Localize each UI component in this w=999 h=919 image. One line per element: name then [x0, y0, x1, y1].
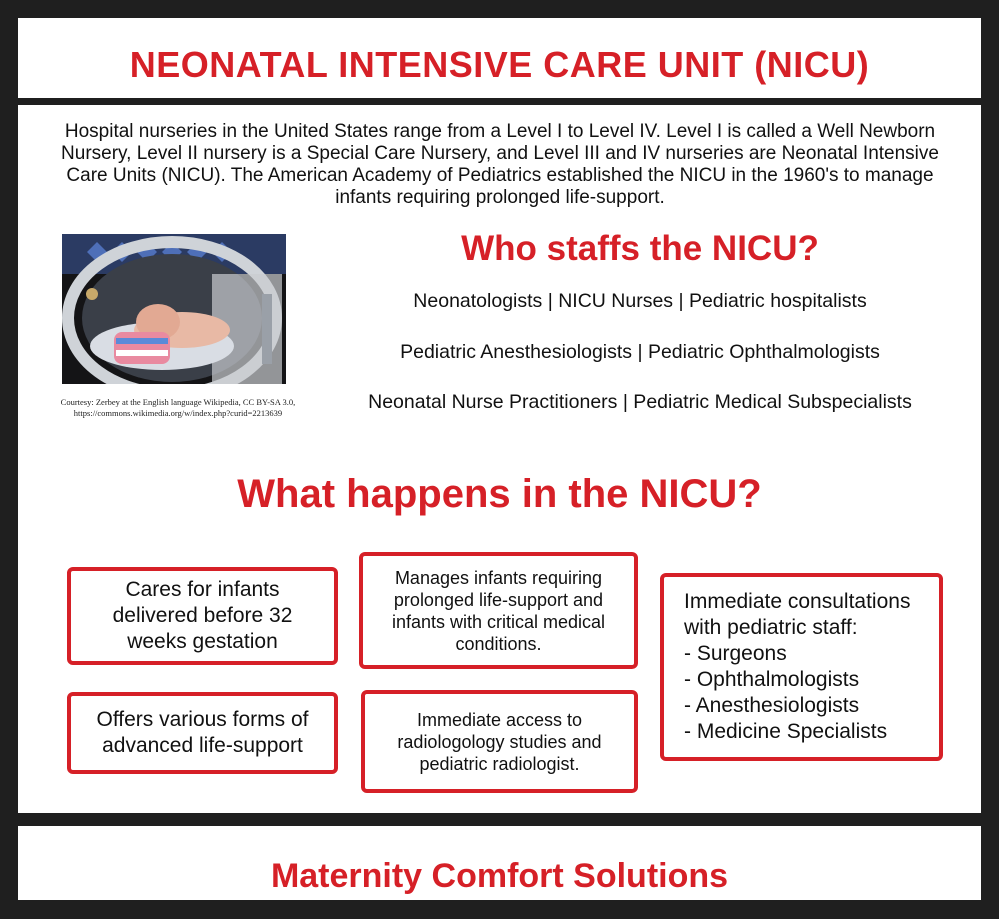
card-text: Immediate access to radiologology studies and pediatric radiologist.	[397, 709, 602, 774]
staff-line: Neonatal Nurse Practitioners | Pediatric Medical Subspecialists	[368, 391, 912, 413]
photo-credit-url: https://commons.wikimedia.org/w/index.php?curid=2213639	[73, 408, 283, 418]
consult-content	[684, 589, 939, 745]
photo-credit-line: Courtesy: Zerbey at the English language Wikipedia, CC BY-SA 3.0,	[60, 397, 296, 407]
card-text: Cares for infants delivered before 32 weeks gestation	[112, 578, 293, 653]
consult-item: - Surgeons	[684, 642, 787, 665]
consult-item: - Medicine Specialists	[684, 720, 888, 743]
incubator-photo-image	[62, 234, 286, 384]
card-consultations	[660, 573, 943, 761]
card-advanced-life-support	[67, 692, 338, 774]
card-preterm-care	[67, 567, 338, 665]
consult-item: - Anesthesiologists	[684, 694, 860, 717]
card-text: Manages infants requiring prolonged life-support and infants with critical medical conditions.	[391, 567, 606, 654]
page-title: NEONATAL INTENSIVE CARE UNIT (NICU)	[129, 44, 870, 85]
photo-credit	[48, 397, 308, 419]
staff-line: Pediatric Anesthesiologists | Pediatric Ophthalmologists	[400, 341, 880, 363]
incubator-photo	[62, 234, 286, 384]
happens-heading: What happens in the NICU?	[237, 472, 762, 516]
consult-intro: Immediate consultations with pediatric staff:	[684, 590, 911, 639]
staff-heading: Who staffs the NICU?	[461, 229, 819, 268]
card-life-support-management	[359, 552, 638, 669]
staff-line: Neonatologists | NICU Nurses | Pediatric hospitalists	[413, 290, 867, 312]
intro-paragraph: Hospital nurseries in the United States range from a Level I to Level IV. Level I is called a Well Newborn Nursery, Level II nursery is a Special Care Nursery, and Level III and IV nurseries are Neonatal Intensive Care Units (NICU). The American Academy of Pediatrics established the NICU in the 1960's to manage infants requiring prolonged life-support.	[61, 121, 939, 208]
card-text: Offers various forms of advanced life-support	[96, 708, 309, 757]
footer-brand: Maternity Comfort Solutions	[270, 857, 729, 895]
consult-item: - Ophthalmologists	[684, 668, 860, 691]
card-radiology-access	[361, 690, 638, 793]
